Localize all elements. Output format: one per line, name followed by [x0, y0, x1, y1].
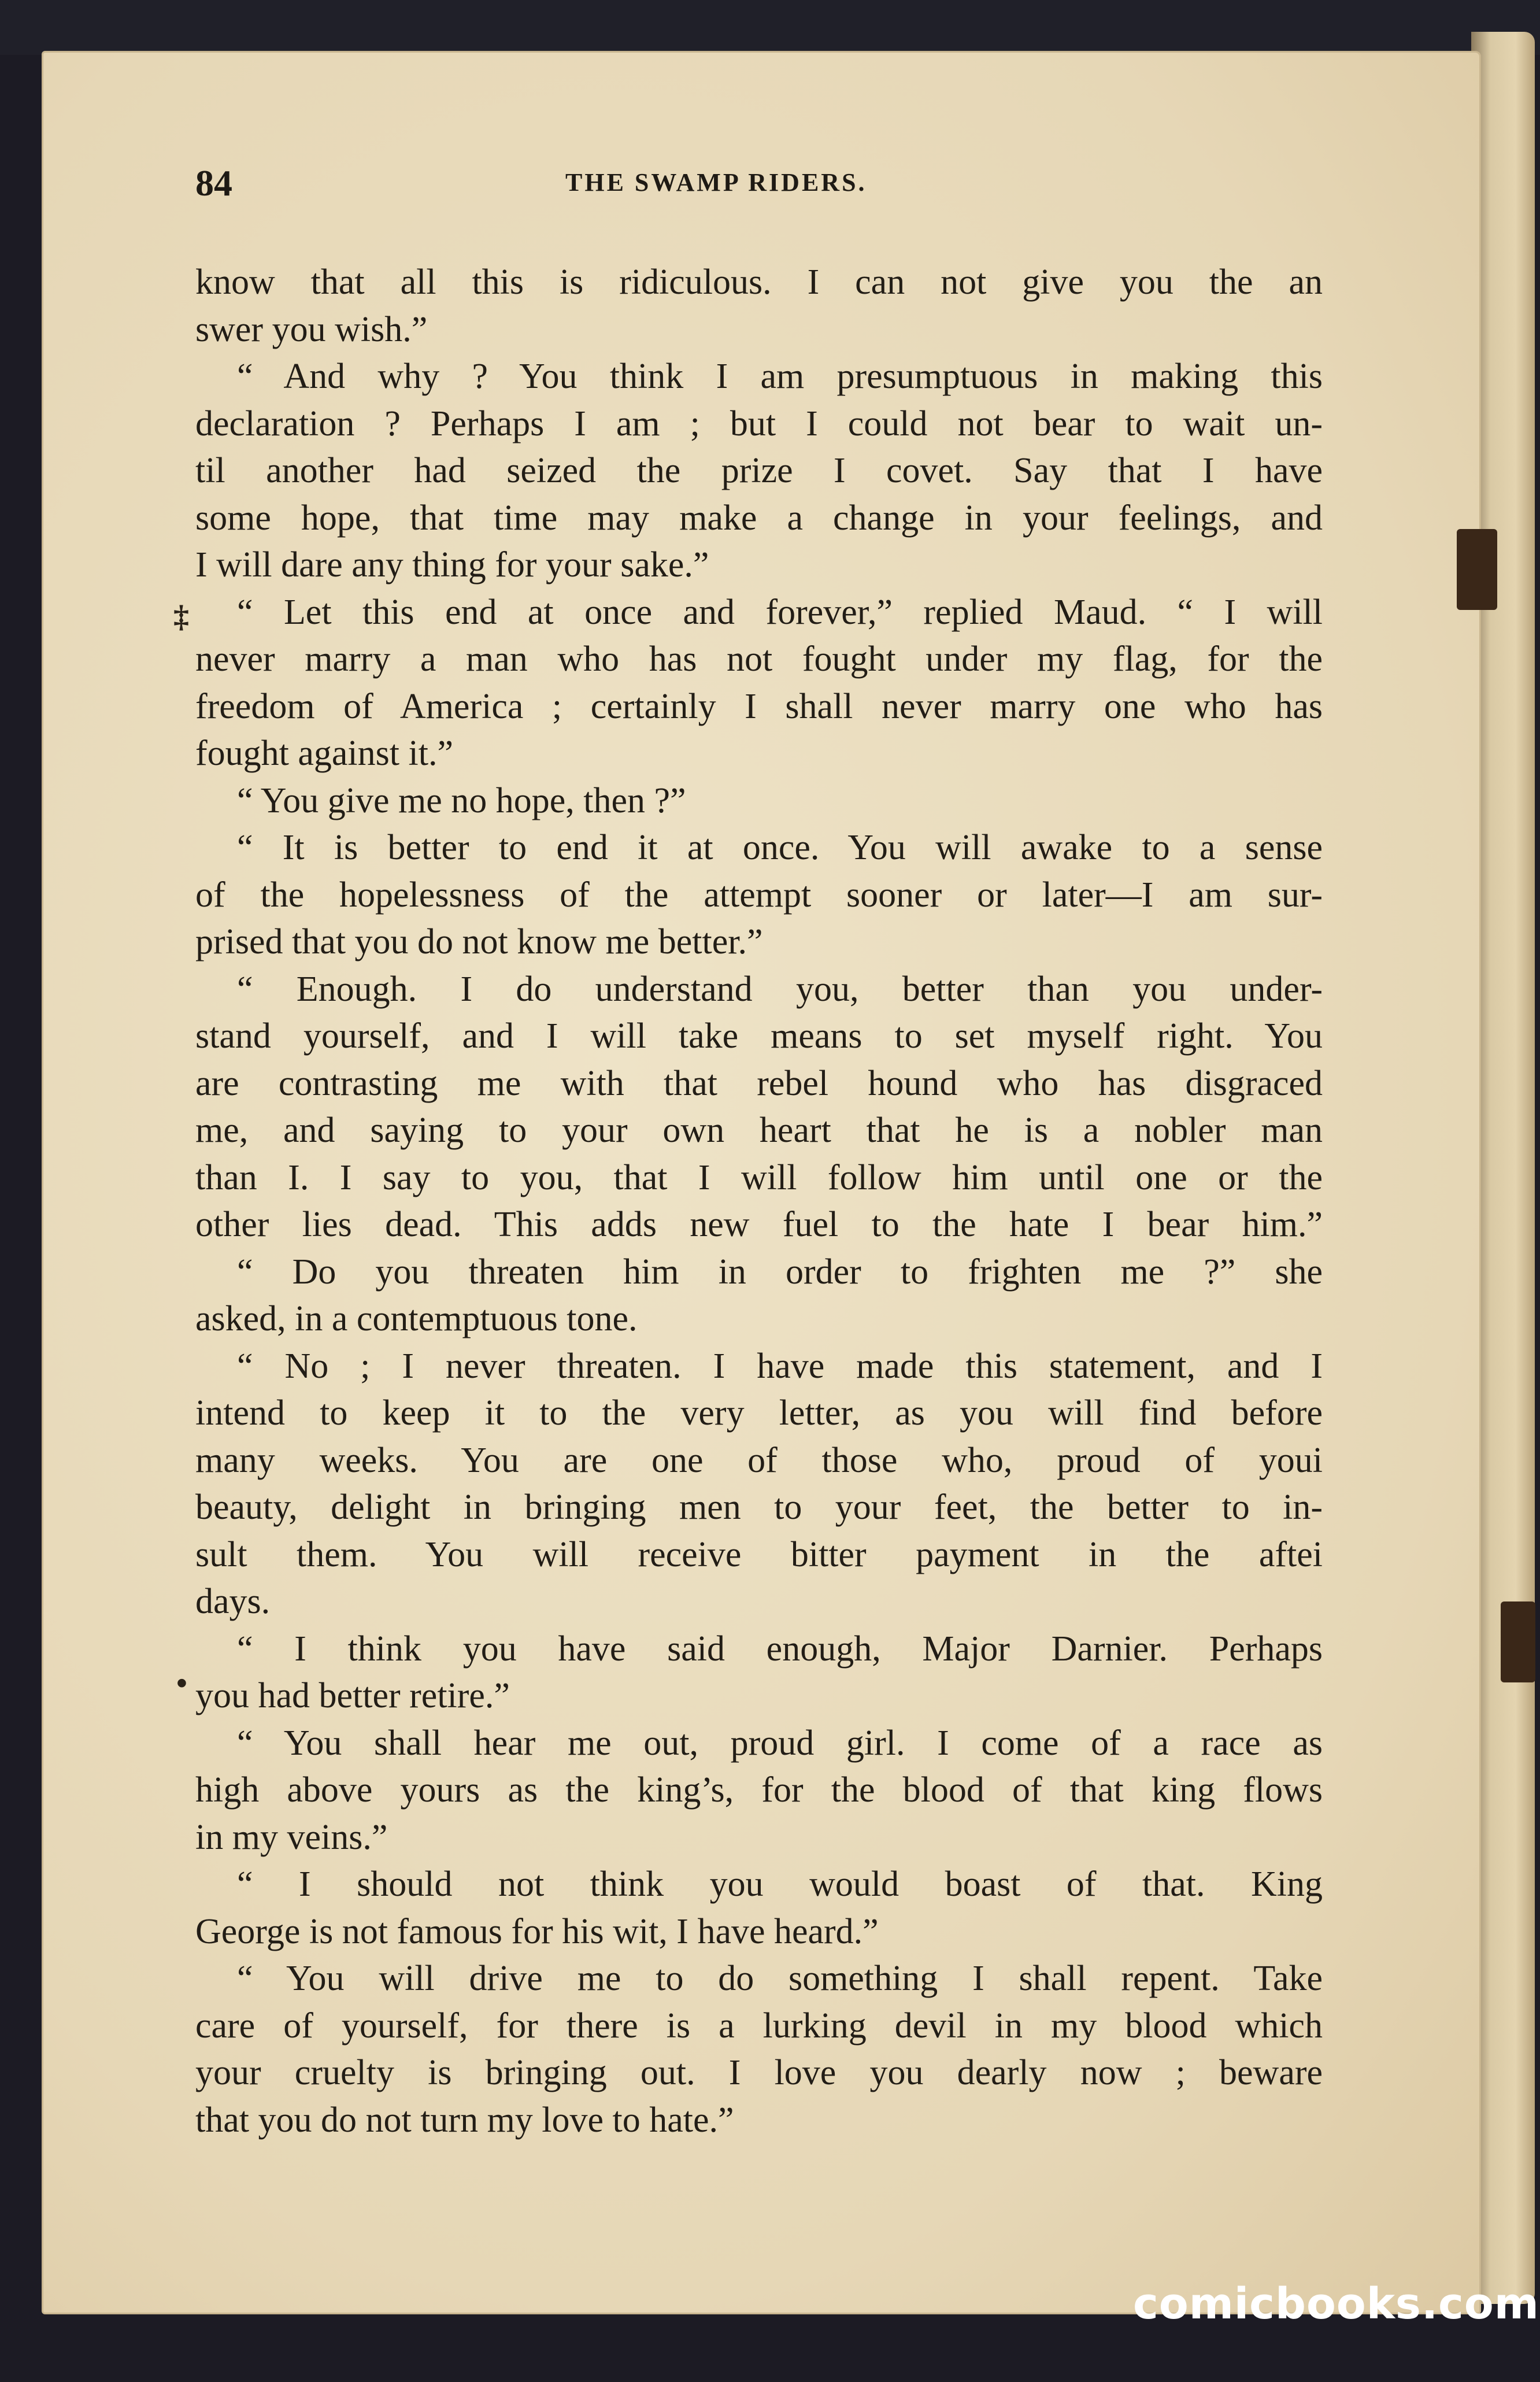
page-header — [195, 162, 1323, 208]
text-line: asked, in a contemptuous tone. — [195, 1299, 638, 1338]
text-line: you had better retire.” — [195, 1676, 510, 1715]
text-line: prised that you do not know me better.” — [195, 922, 763, 961]
text-line: swer you wish.” — [195, 309, 428, 349]
text-line: other lies dead. This adds new fuel to the hate I bear him.” — [195, 1205, 1323, 1244]
text-line: high above yours as the king’s, for the blood of that king flows — [195, 1770, 1323, 1810]
text-line: “ It is better to end it at once. You will awake to a sense — [237, 828, 1323, 867]
text-line: declaration ? Perhaps I am ; but I could not bear to wait un- — [195, 404, 1323, 443]
text-line: beauty, delight in bringing men to your feet, the better to in- — [195, 1488, 1323, 1527]
text-line: some hope, that time may make a change in your feelings, and — [195, 498, 1323, 538]
text-line: that you do not turn my love to hate.” — [195, 2100, 734, 2140]
text-line: “ I should not think you would boast of that. King — [237, 1865, 1323, 1904]
text-line: “ You will drive me to do something I shall repent. Take — [237, 1959, 1323, 1998]
text-line: me, and saying to your own heart that he is a nobler man — [195, 1111, 1323, 1150]
text-line: sult them. You will receive bitter payment in the aftei — [195, 1534, 1323, 1574]
text-line: “ I think you have said enough, Major Darnier. Perhaps — [237, 1629, 1323, 1669]
text-line: your cruelty is bringing out. I love you dearly now ; beware — [195, 2053, 1323, 2092]
text-line: I will dare any thing for your sake.” — [195, 545, 709, 585]
watermark: comicbooks.com — [1133, 2279, 1539, 2329]
text-line: George is not famous for his wit, I have heard.” — [195, 1911, 879, 1951]
text-line: “ You shall hear me out, proud girl. I come of a race as — [237, 1723, 1323, 1763]
text-line: many weeks. You are one of those who, proud of youi — [195, 1440, 1323, 1480]
text-line: stand yourself, and I will take means to set myself right. You — [195, 1016, 1323, 1056]
text-line: “ No ; I never threaten. I have made this statement, and I — [237, 1346, 1323, 1386]
page-number: 84 — [195, 162, 232, 204]
text-line: til another had seized the prize I covet. Say that I have — [195, 451, 1323, 490]
margin-mark: ‡ — [173, 599, 189, 634]
text-line: freedom of America ; certainly I shall never marry one who has — [195, 686, 1323, 726]
body-text — [195, 259, 1323, 2144]
text-line: in my veins.” — [195, 1817, 388, 1857]
text-line: “ Do you threaten him in order to frighten me ?” she — [237, 1252, 1323, 1292]
text-line: days. — [195, 1582, 271, 1621]
margin-mark: • — [176, 1666, 187, 1700]
text-line: intend to keep it to the very letter, as you will find before — [195, 1393, 1323, 1433]
text-line: “ And why ? You think I am presumptuous in making this — [237, 357, 1323, 396]
running-head: THE SWAMP RIDERS. — [565, 168, 867, 197]
text-line: of the hopelessness of the attempt sooner or later—I am sur- — [195, 875, 1323, 915]
text-line: care of yourself, for there is a lurking devil in my blood which — [195, 2006, 1323, 2046]
text-line: know that all this is ridiculous. I can not give you the an — [195, 262, 1323, 302]
scan-backdrop — [0, 0, 1540, 55]
text-line: fought against it.” — [195, 734, 453, 773]
text-line: “ You give me no hope, then ?” — [237, 781, 686, 820]
page-tab-mark-lower — [1501, 1601, 1535, 1682]
text-line: “ Let this end at once and forever,” replied Maud. “ I will — [237, 592, 1323, 632]
text-line: never marry a man who has not fought under my flag, for the — [195, 639, 1323, 679]
text-line: are contrasting me with that rebel hound who has disgraced — [195, 1063, 1323, 1103]
text-line: than I. I say to you, that I will follow him until one or the — [195, 1157, 1323, 1197]
page-tab-mark-upper — [1457, 529, 1497, 610]
text-line: “ Enough. I do understand you, better than you under- — [237, 969, 1323, 1009]
